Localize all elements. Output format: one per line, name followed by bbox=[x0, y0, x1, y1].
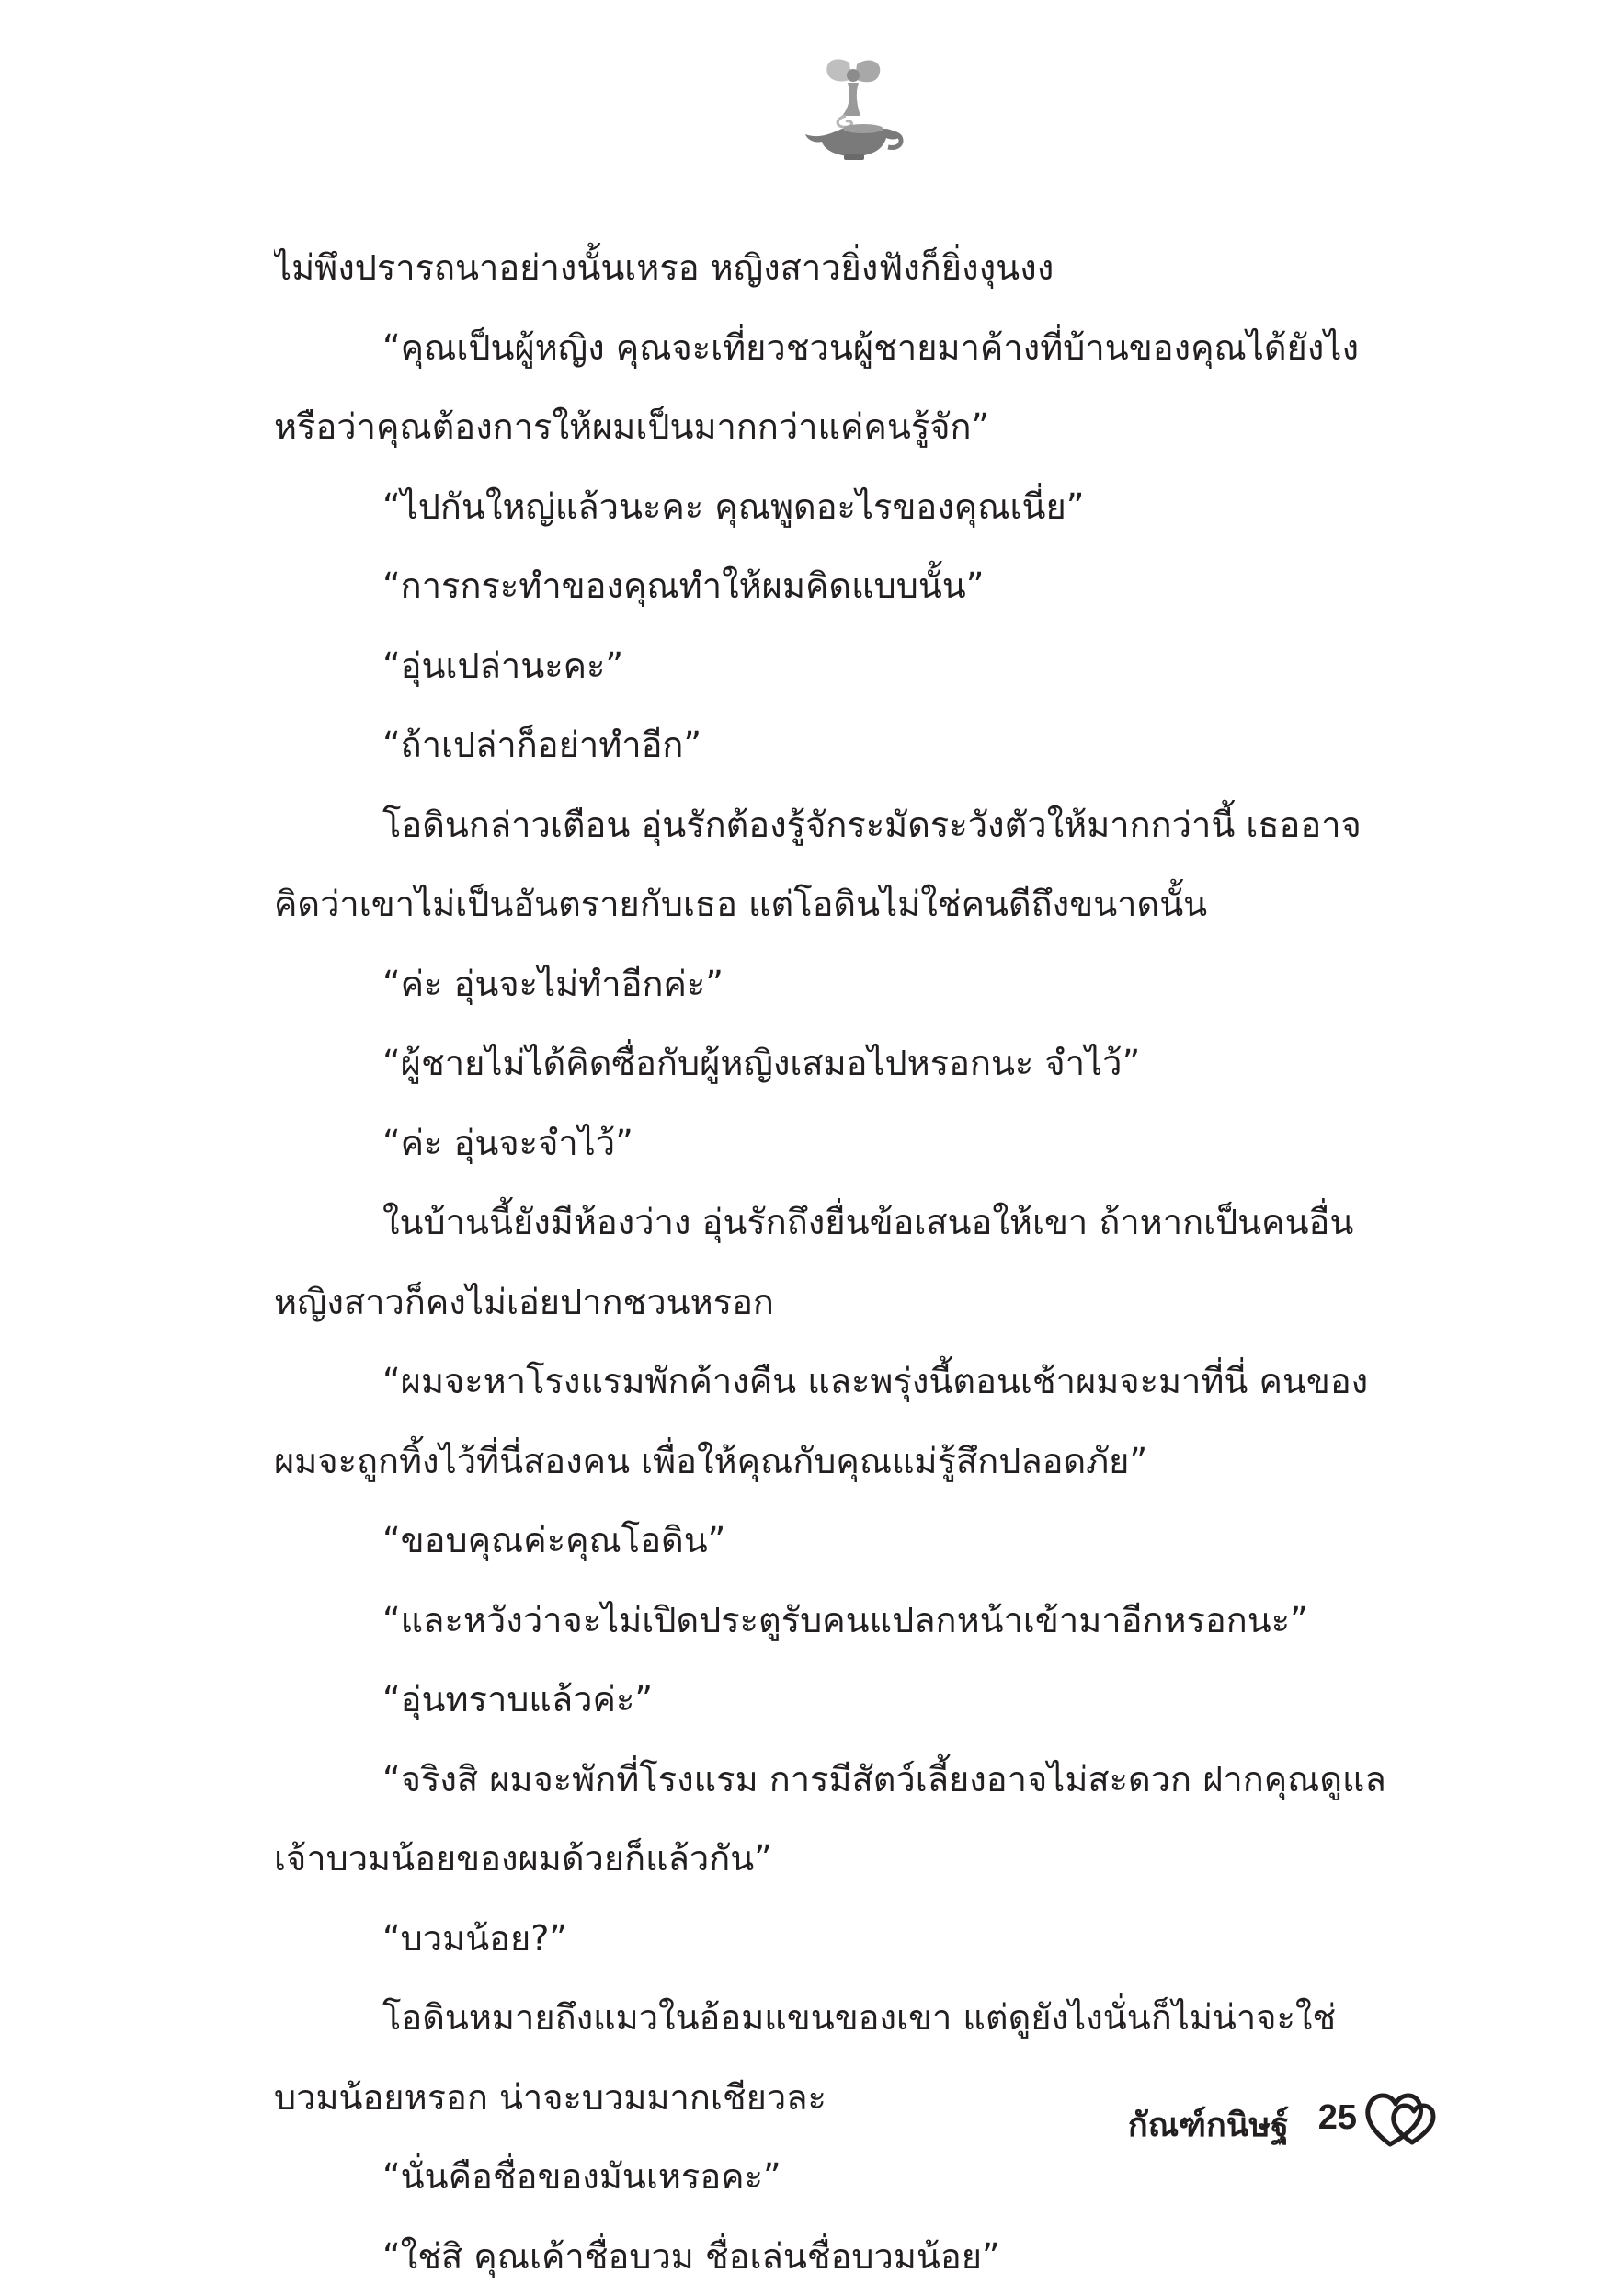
text-line: หรือว่าคุณต้องการให้ผมเป็นมากกว่าแค่คนรู้จัก” bbox=[274, 387, 1453, 467]
text-line: “อุ่นทราบแล้วค่ะ” bbox=[274, 1660, 1453, 1740]
body-text bbox=[274, 228, 1453, 2296]
author-name: กัณฑ์กนิษฐ์ bbox=[1128, 2098, 1289, 2151]
text-line: ผมจะถูกทิ้งไว้ที่นี่สองคน เพื่อให้คุณกับคุณแม่รู้สึกปลอดภัย” bbox=[274, 1422, 1453, 1502]
text-line: “ค่ะ อุ่นจะไม่ทำอีกค่ะ” bbox=[274, 944, 1453, 1024]
text-line: “คุณเป็นผู้หญิง คุณจะเที่ยวชวนผู้ชายมาค้างที่บ้านของคุณได้ยังไง bbox=[274, 308, 1453, 388]
text-line: “ขอบคุณค่ะคุณโอดิน” bbox=[274, 1501, 1453, 1581]
text-line: บวมน้อยหรอก น่าจะบวมมากเชียวละ bbox=[274, 2058, 1453, 2138]
text-line: หญิงสาวก็คงไม่เอ่ยปากชวนหรอก bbox=[274, 1262, 1453, 1342]
text-line: “ค่ะ อุ่นจะจำไว้” bbox=[274, 1103, 1453, 1183]
text-line: “ไปกันใหญ่แล้วนะคะ คุณพูดอะไรของคุณเนี่ย” bbox=[274, 467, 1453, 547]
genie-lamp-fairy-icon bbox=[796, 55, 910, 166]
double-heart-icon bbox=[1362, 2087, 1442, 2152]
text-line: “ผมจะหาโรงแรมพักค้างคืน และพรุ่งนี้ตอนเช้าผมจะมาที่นี่ คนของ bbox=[274, 1342, 1453, 1422]
page-number: 25 bbox=[1318, 2098, 1357, 2138]
text-line: “จริงสิ ผมจะพักที่โรงแรม การมีสัตว์เลี้ยงอาจไม่สะดวก ฝากคุณดูแล bbox=[274, 1740, 1453, 1820]
text-line: เจ้าบวมน้อยของผมด้วยก็แล้วกัน” bbox=[274, 1819, 1453, 1899]
text-line: “บวมน้อย?” bbox=[274, 1899, 1453, 1979]
text-line: โอดินหมายถึงแมวในอ้อมแขนของเขา แต่ดูยังไงนั่นก็ไม่น่าจะใช่ bbox=[274, 1978, 1453, 2058]
page-footer bbox=[1011, 2085, 1453, 2159]
text-line: “ถ้าเปล่าก็อย่าทำอีก” bbox=[274, 705, 1453, 785]
text-line: “ใช่สิ คุณเค้าชื่อบวม ชื่อเล่นชื่อบวมน้อย” bbox=[274, 2217, 1453, 2296]
text-line: “การกระทำของคุณทำให้ผมคิดแบบนั้น” bbox=[274, 546, 1453, 626]
text-line: “นั่นคือชื่อของมันเหรอคะ” bbox=[274, 2137, 1453, 2217]
text-line: “ผู้ชายไม่ได้คิดซื่อกับผู้หญิงเสมอไปหรอกนะ จำไว้” bbox=[274, 1023, 1453, 1103]
text-line: โอดินกล่าวเตือน อุ่นรักต้องรู้จักระมัดระวังตัวให้มากกว่านี้ เธออาจ bbox=[274, 785, 1453, 865]
text-line: “และหวังว่าจะไม่เปิดประตูรับคนแปลกหน้าเข้ามาอีกหรอกนะ” bbox=[274, 1581, 1453, 1661]
text-line: ในบ้านนี้ยังมีห้องว่าง อุ่นรักถึงยื่นข้อเสนอให้เขา ถ้าหากเป็นคนอื่น bbox=[274, 1182, 1453, 1262]
text-line: “อุ่นเปล่านะคะ” bbox=[274, 626, 1453, 706]
text-line: ไม่พึงปรารถนาอย่างนั้นเหรอ หญิงสาวยิ่งฟังก็ยิ่งงุนงง bbox=[274, 228, 1453, 308]
text-line: คิดว่าเขาไม่เป็นอันตรายกับเธอ แต่โอดินไม่ใช่คนดีถึงขนาดนั้น bbox=[274, 864, 1453, 944]
